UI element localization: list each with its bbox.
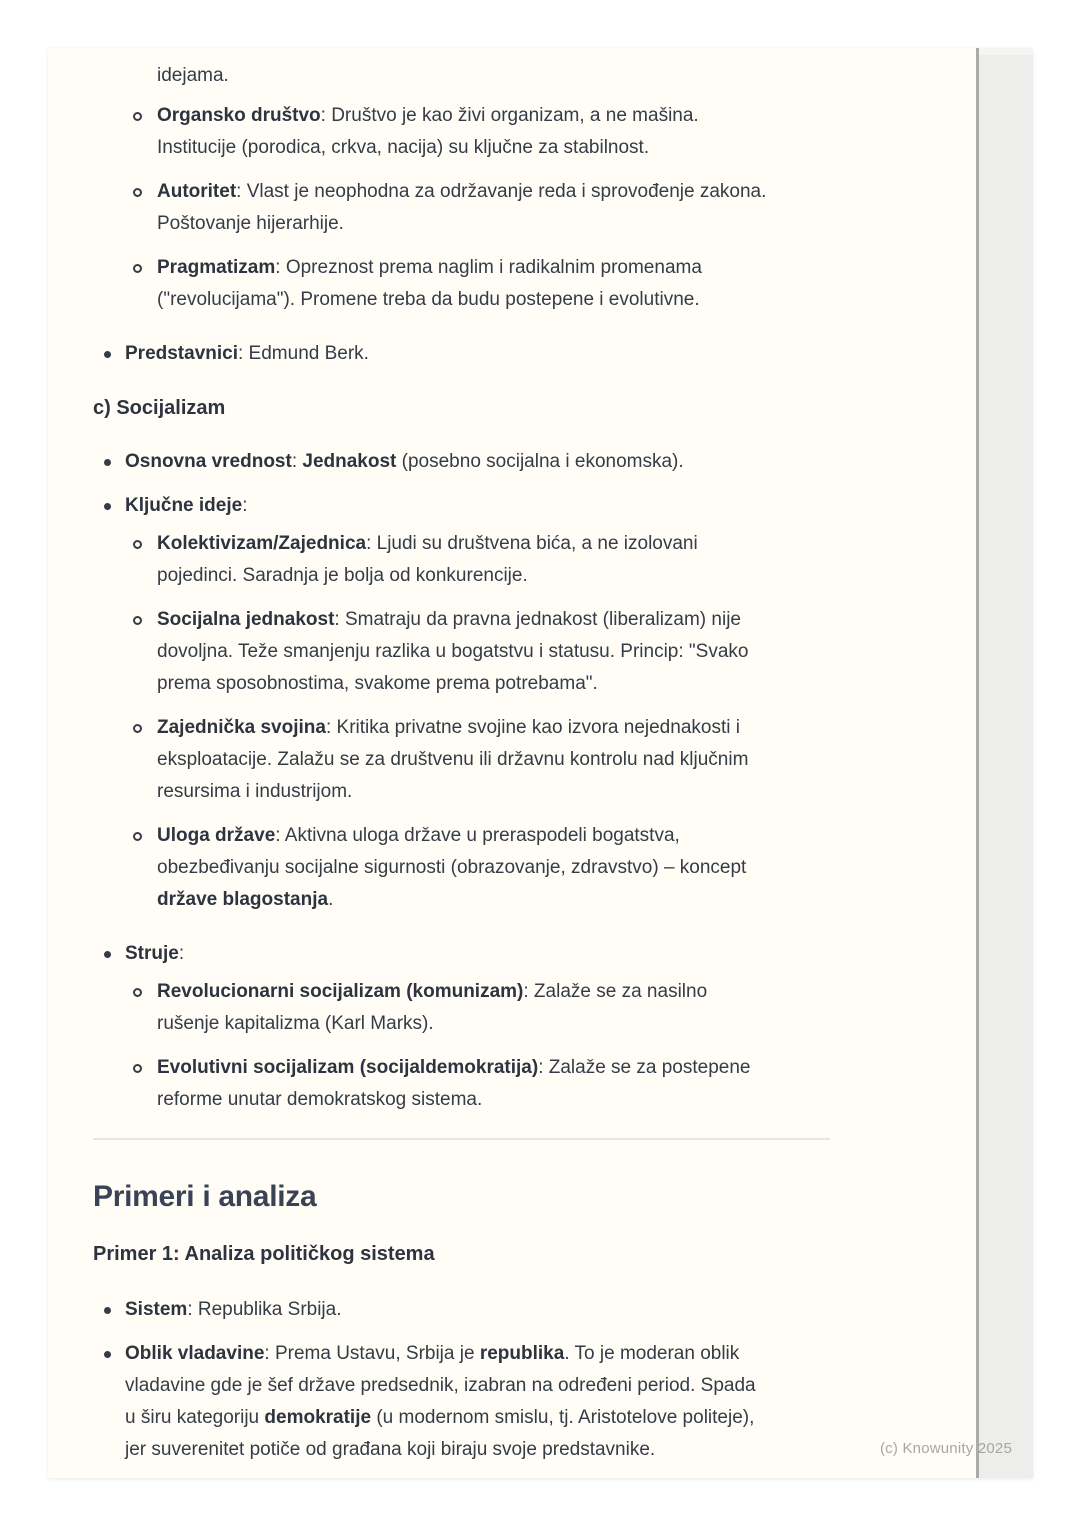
text-segment: ("revolucijama"). Promene treba da budu postepene i evolutivne. [157,289,700,310]
sub-heading [93,392,913,424]
circle-bullet-icon [133,112,142,121]
text-segment: (u modernom smislu, tj. Aristotelove politeje), [371,1407,755,1428]
text-segment: pojedinci. Saradnja je bolja od konkurencije. [157,565,528,586]
text-line [157,668,913,700]
scrollbar-track[interactable] [976,48,1033,1478]
text-segment: idejama. [157,65,229,86]
text-segment: : Zalaže se za nasilno [523,981,708,1002]
text-segment: Poštovanje hijerarhije. [157,213,344,234]
list-item-level1 [93,490,913,522]
text-segment: Institucije (porodica, crkva, nacija) su ključne za stabilnost. [157,137,650,158]
text-segment: : [178,943,185,964]
text-segment: : Ljudi su društvena bića, a ne izolovani [366,533,698,554]
text-segment: : Društvo je kao živi organizam, a ne mašina. [320,105,699,126]
text-line [157,1008,913,1040]
text-line [157,604,913,636]
list-item-level1 [93,338,913,370]
text-line [125,1402,913,1434]
text-segment: republika [479,1343,565,1364]
text-segment: : Republika Srbija. [187,1299,342,1320]
list-item-level1 [93,1338,913,1466]
text-segment: Evolutivni socijalizam (socijaldemokratija) [157,1057,539,1078]
heading-text: c) Socijalizam [93,397,226,419]
text-line [125,1370,913,1402]
text-line [157,560,913,592]
text-line [157,852,913,884]
text-segment: dovoljna. Teže smanjenju razlika u bogatstvu i statusu. Princip: "Svako [157,641,749,662]
section-divider [93,1138,830,1140]
text-line [157,712,913,744]
text-segment: demokratije [264,1407,372,1428]
circle-bullet-icon [133,540,142,549]
text-segment: Osnovna vrednost [125,451,292,472]
text-segment: : Vlast je neophodna za održavanje reda i sprovođenje zakona. [236,181,767,202]
text-line [125,490,913,522]
text-line [157,528,913,560]
text-segment: Jednakost [302,451,397,472]
text-line [157,284,913,316]
list-item-level2 [93,820,913,916]
circle-bullet-icon [133,1064,142,1073]
text-line [157,744,913,776]
list-item-level2 [93,252,913,316]
text-segment: : Edmund Berk. [238,343,369,364]
list-item-level2 [93,1052,913,1116]
text-segment: vladavine gde je šef države predsednik, izabran na određeni period. Spada [125,1375,756,1396]
text-segment: rušenje kapitalizma (Karl Marks). [157,1013,434,1034]
list-item-level1 [93,446,913,478]
text-line [157,884,913,916]
text-line [157,132,913,164]
text-segment: : Aktivna uloga države u preraspodeli bogatstva, [275,825,680,846]
text-segment: : Zalaže se za postepene [538,1057,751,1078]
circle-bullet-icon [133,264,142,273]
text-line [157,1084,913,1116]
text-line [125,446,913,478]
section-heading [93,1176,913,1218]
text-line [157,100,913,132]
text-segment: eksploatacije. Zalažu se za društvenu ili državnu kontrolu nad ključnim [157,749,749,770]
list-item-level2 [93,528,913,592]
text-line [157,60,913,92]
bullet-icon [104,503,111,510]
text-segment: jer suverenitet potiče od građana koji biraju svoje predstavnike. [125,1439,656,1460]
text-segment: Pragmatizam [157,257,276,278]
circle-bullet-icon [133,616,142,625]
text-line [157,820,913,852]
list-item-level2 [93,176,913,240]
text-segment: : Opreznost prema naglim i radikalnim promenama [275,257,702,278]
text-segment: Autoritet [157,181,237,202]
text-segment: Sistem [125,1299,188,1320]
list-item-level1 [93,1294,913,1326]
text-line [157,776,913,808]
bullet-icon [104,351,111,358]
text-segment: Ključne ideje [125,495,243,516]
text-line [125,1294,913,1326]
text-segment: Uloga države [157,825,276,846]
text-line [157,1052,913,1084]
list-item-level2 [93,976,913,1040]
text-line [157,976,913,1008]
text-segment: Struje [125,943,179,964]
text-segment: Socijalna jednakost [157,609,335,630]
text-segment: države blagostanja [157,889,329,910]
text-segment: u širu kategoriju [125,1407,265,1428]
heading-text: Primeri i analiza [93,1180,317,1213]
document-content [93,60,913,1466]
text-segment: : [242,495,248,516]
text-segment: prema sposobnostima, svakome prema potrebama". [157,673,598,694]
text-segment: . To je moderan oblik [564,1343,740,1364]
text-line [157,208,913,240]
text-segment: obezbeđivanju socijalne sigurnosti (obrazovanje, zdravstvo) – koncept [157,857,747,878]
text-segment: reforme unutar demokratskog sistema. [157,1089,483,1110]
bullet-icon [104,951,111,958]
watermark: (c) Knowunity 2025 [879,1440,1012,1457]
bullet-icon [104,1307,111,1314]
text-segment: resursima i industrijom. [157,781,353,802]
text-line [125,1338,913,1370]
list-item-level2 [93,712,913,808]
text-segment: (posebno socijalna i ekonomska). [396,451,684,472]
text-segment: Revolucionarni socijalizam (komunizam) [157,981,524,1002]
heading-text: Primer 1: Analiza političkog sistema [93,1243,435,1265]
circle-bullet-icon [133,724,142,733]
text-line [157,636,913,668]
text-segment: . [328,889,334,910]
text-segment: Oblik vladavine [125,1343,265,1364]
list-item-level1 [93,938,913,970]
document-card [48,48,1033,1478]
bullet-icon [104,1351,111,1358]
text-segment: : Kritika privatne svojine kao izvora nejednakosti i [325,717,740,738]
list-item-level2 [93,100,913,164]
text-line [125,1434,913,1466]
text-line [157,176,913,208]
text-segment: Zajednička svojina [157,717,326,738]
text-segment: Organsko društvo [157,105,321,126]
subsection-heading [93,1240,913,1268]
text-segment: Kolektivizam/Zajednica [157,533,367,554]
text-line [157,252,913,284]
text-segment: : Smatraju da pravna jednakost (liberalizam) nije [334,609,741,630]
text-line [125,938,913,970]
text-segment: : Prema Ustavu, Srbija je [264,1343,480,1364]
text-line [125,338,913,370]
text-segment: Predstavnici [125,343,238,364]
circle-bullet-icon [133,188,142,197]
bullet-icon [104,459,111,466]
list-item-level2 [93,604,913,700]
circle-bullet-icon [133,832,142,841]
text-segment: : [291,451,303,472]
continuation-line [93,60,913,92]
circle-bullet-icon [133,988,142,997]
